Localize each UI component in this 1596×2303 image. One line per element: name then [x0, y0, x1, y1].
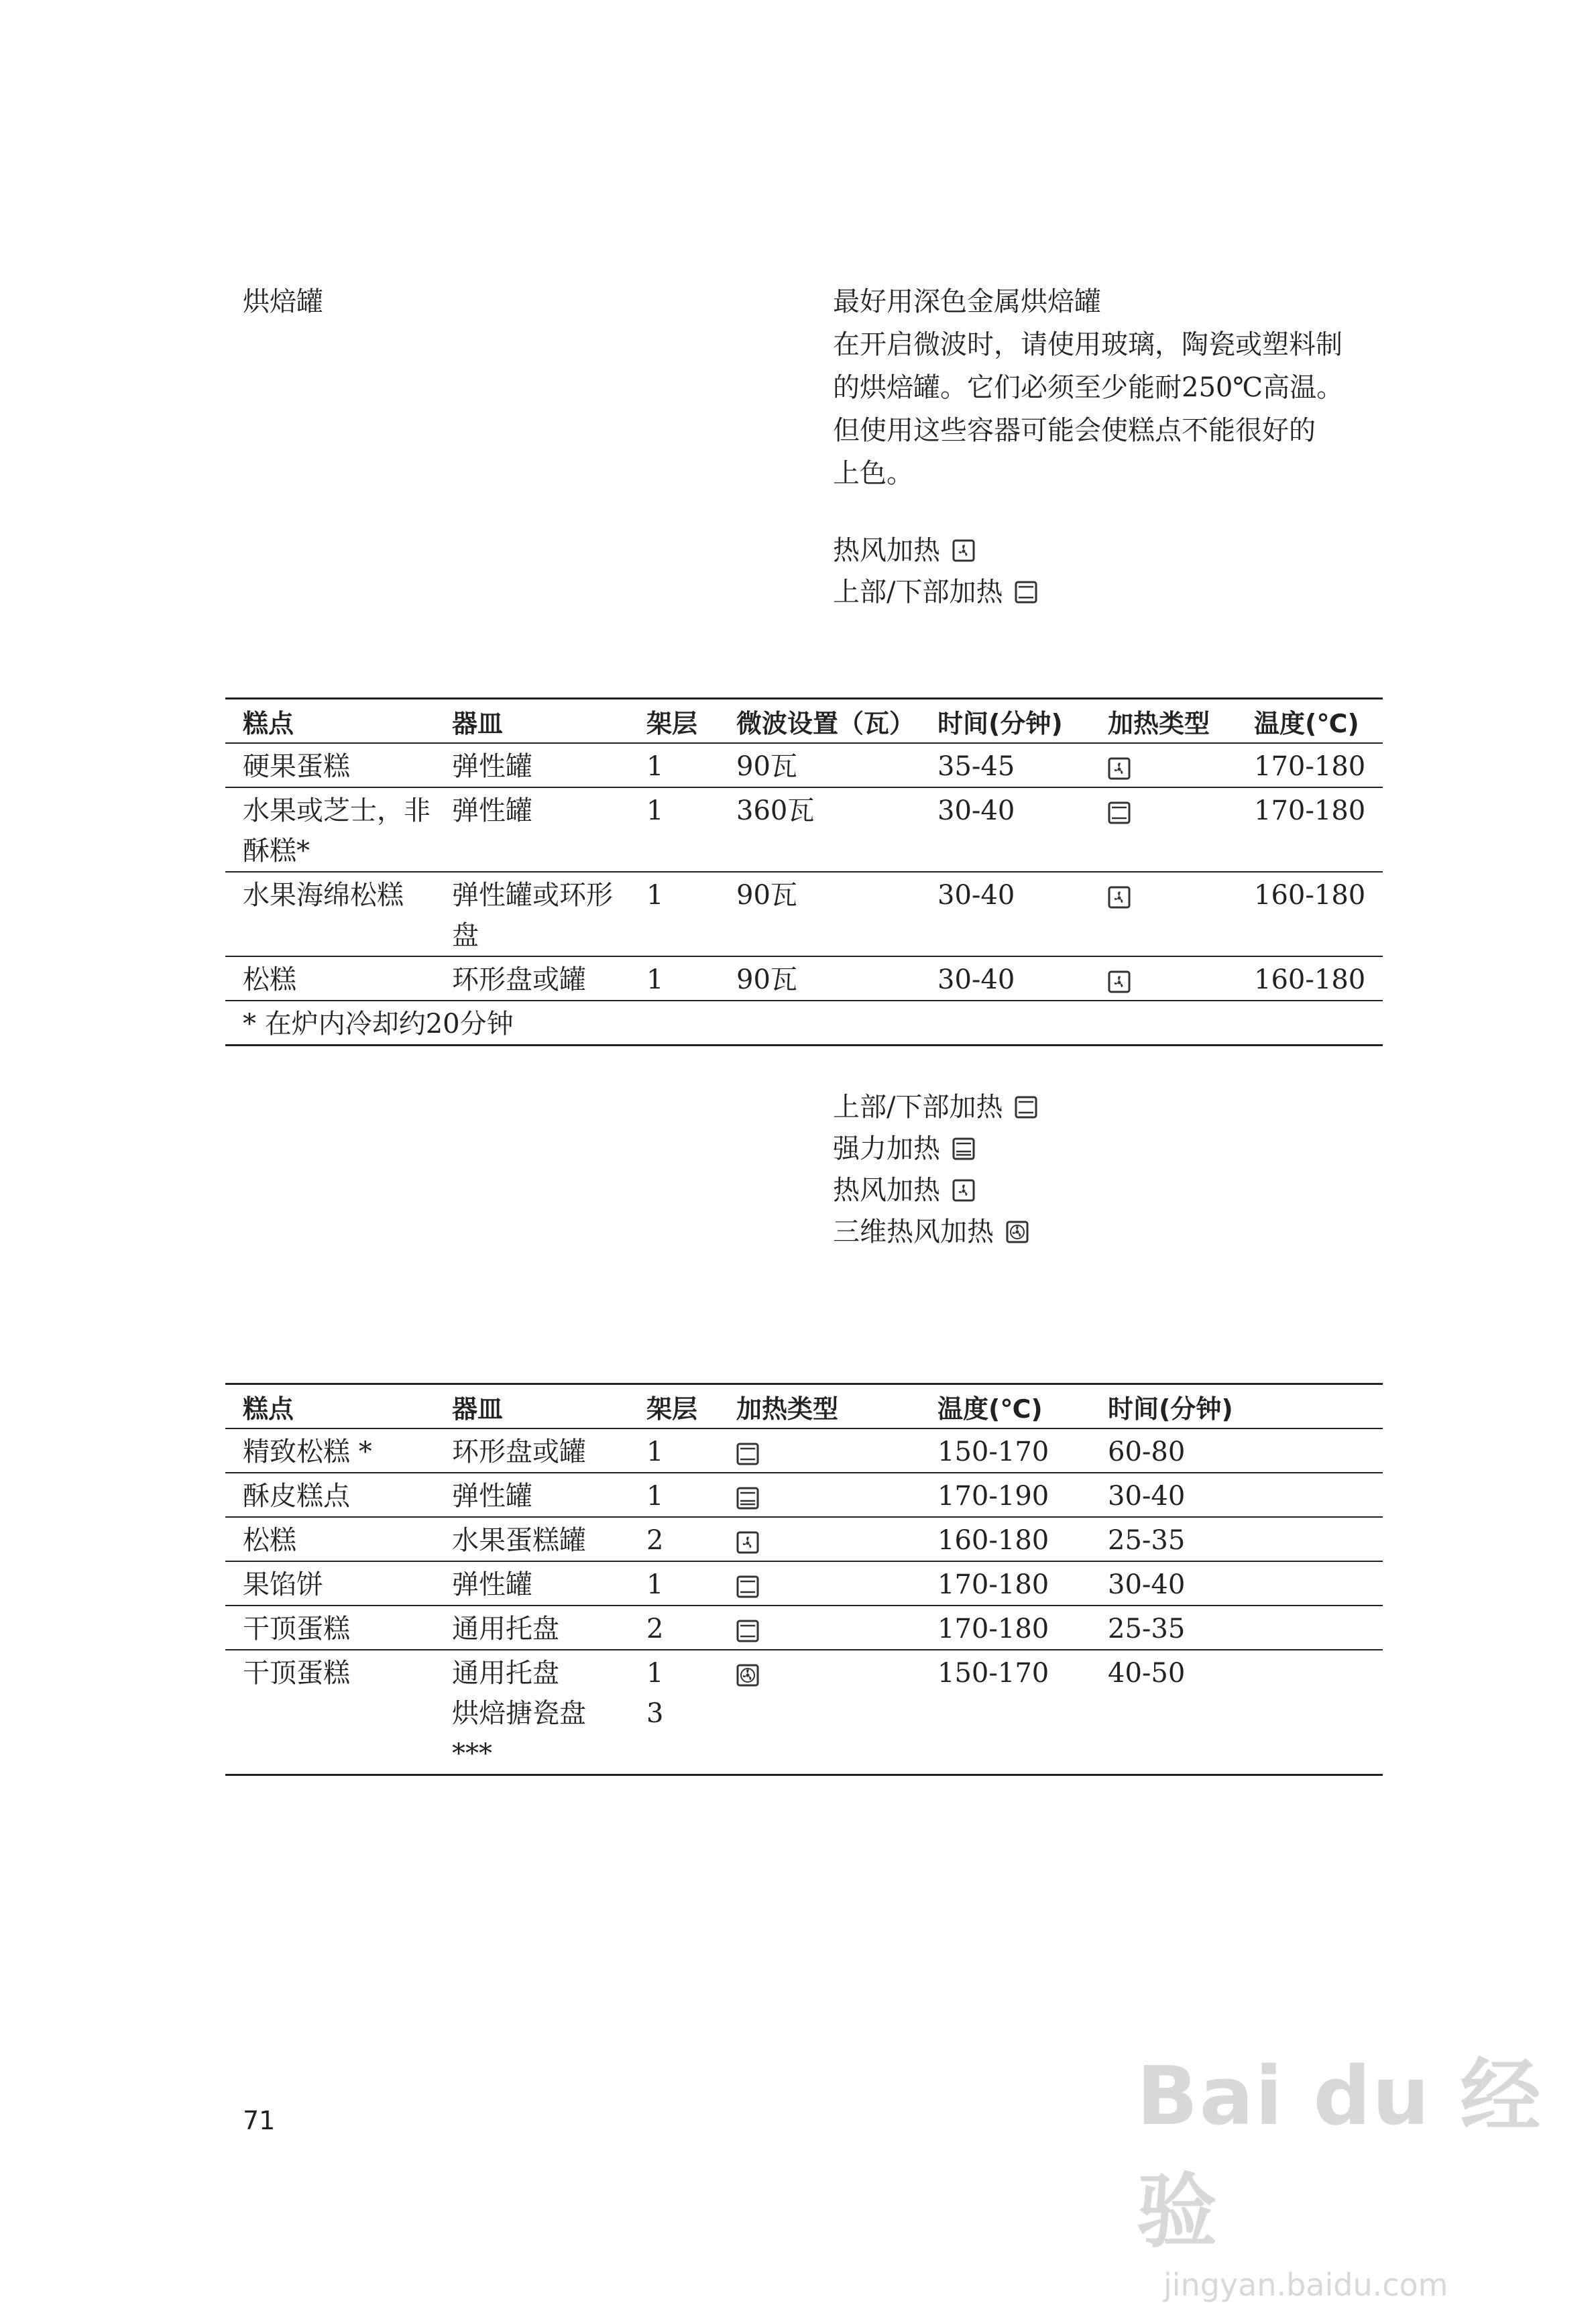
time-cell: 30-40 — [920, 872, 1090, 956]
time-cell: 30-40 — [1090, 1473, 1383, 1517]
level-cell: 1 — [629, 1473, 719, 1517]
header-cell: 微波设置（瓦） — [719, 699, 920, 744]
header-cell: 温度(℃) — [1237, 699, 1383, 744]
top-bottom-heat-icon — [736, 1620, 759, 1642]
legend-item — [833, 1211, 1037, 1253]
table-row — [225, 1473, 1383, 1517]
header-cell: 时间(分钟) — [920, 699, 1090, 744]
dish-cell: 弹性罐 — [435, 787, 629, 872]
level-line: 3 — [646, 1698, 664, 1729]
level-cell — [629, 1650, 719, 1775]
table-row — [225, 743, 1383, 787]
dish-cell — [435, 1650, 629, 1775]
level-cell: 2 — [629, 1517, 719, 1561]
level-line: 1 — [646, 1658, 664, 1689]
baking-table-microwave — [225, 697, 1383, 1046]
level-cell: 1 — [629, 1428, 719, 1473]
temp-cell: 170-190 — [920, 1473, 1090, 1517]
level-cell: 1 — [629, 1561, 719, 1606]
cake-cell: 果馅饼 — [225, 1561, 435, 1606]
header-cell: 架层 — [629, 699, 719, 744]
heat-cell — [719, 1517, 920, 1561]
header-cell: 架层 — [629, 1384, 719, 1429]
table-header-row — [225, 699, 1383, 744]
intensive-heat-icon — [736, 1487, 759, 1510]
dish-cell: 弹性罐 — [435, 1561, 629, 1606]
baking-table-conventional — [225, 1383, 1383, 1776]
level-cell: 1 — [629, 787, 719, 872]
legend-label: 热风加热 — [833, 535, 940, 566]
temp-cell: 170-180 — [1237, 743, 1383, 787]
cake-cell: 干顶蛋糕 — [225, 1606, 435, 1650]
section-label: 烘焙罐 — [243, 286, 323, 317]
desc-line: 在开启微波时，请使用玻璃，陶瓷或塑料制 — [833, 329, 1343, 360]
microwave-cell: 90瓦 — [719, 872, 920, 956]
dish-line: 烘焙搪瓷盘 *** — [452, 1698, 586, 1769]
legend-item — [833, 1170, 1037, 1211]
temp-cell: 150-170 — [920, 1650, 1090, 1775]
legend-label: 热风加热 — [833, 1175, 940, 1206]
header-cell: 糕点 — [225, 1384, 435, 1429]
dish-cell: 水果蛋糕罐 — [435, 1517, 629, 1561]
level-cell: 1 — [629, 872, 719, 956]
table-header-row — [225, 1384, 1383, 1429]
level-cell: 1 — [629, 956, 719, 1001]
heat-cell — [1090, 956, 1237, 1001]
top-bottom-heat-icon — [1015, 581, 1037, 604]
time-cell: 30-40 — [1090, 1561, 1383, 1606]
microwave-cell: 90瓦 — [719, 956, 920, 1001]
temp-cell: 160-180 — [1237, 956, 1383, 1001]
watermark-brand: Bai du 经验 — [1137, 2050, 1542, 2259]
temp-cell: 160-180 — [920, 1517, 1090, 1561]
cake-cell: 干顶蛋糕 — [225, 1650, 435, 1775]
heat-cell — [1090, 743, 1237, 787]
hot-air-icon — [736, 1531, 759, 1554]
hot-air-icon — [952, 539, 975, 562]
hot-air-icon — [1108, 886, 1131, 909]
time-cell: 60-80 — [1090, 1428, 1383, 1473]
time-cell: 30-40 — [920, 956, 1090, 1001]
cake-cell: 精致松糕 * — [225, 1428, 435, 1473]
top-bottom-heat-icon — [1108, 801, 1131, 824]
table-row — [225, 1606, 1383, 1650]
legend-item — [833, 1086, 1037, 1128]
time-cell: 40-50 — [1090, 1650, 1383, 1775]
dish-cell: 弹性罐 — [435, 1473, 629, 1517]
header-cell: 加热类型 — [1090, 699, 1237, 744]
legend-label: 上部/下部加热 — [833, 577, 1003, 608]
table-row — [225, 1561, 1383, 1606]
page-number: 71 — [243, 2106, 276, 2135]
time-cell: 25-35 — [1090, 1517, 1383, 1561]
time-cell: 30-40 — [920, 787, 1090, 872]
legend-item — [833, 1128, 1037, 1170]
temp-cell: 170-180 — [920, 1561, 1090, 1606]
level-cell: 1 — [629, 743, 719, 787]
table-row — [225, 872, 1383, 956]
3d-hot-air-icon — [1006, 1221, 1029, 1243]
header-cell: 时间(分钟) — [1090, 1384, 1383, 1429]
legend-item — [833, 571, 1037, 613]
hot-air-icon — [1108, 757, 1131, 780]
heat-cell — [719, 1606, 920, 1650]
cake-cell: 松糕 — [225, 1517, 435, 1561]
top-bottom-heat-icon — [1015, 1096, 1037, 1119]
temp-cell: 160-180 — [1237, 872, 1383, 956]
table-row — [225, 1517, 1383, 1561]
watermark-url: jingyan.baidu.com — [1163, 2267, 1448, 2303]
temp-cell: 150-170 — [920, 1428, 1090, 1473]
section-description — [833, 280, 1450, 495]
cake-cell: 松糕 — [225, 956, 435, 1001]
header-cell: 加热类型 — [719, 1384, 920, 1429]
legend-item — [833, 530, 1037, 571]
table-row — [225, 787, 1383, 872]
heat-cell — [719, 1650, 920, 1775]
cake-cell: 酥皮糕点 — [225, 1473, 435, 1517]
desc-line: 上色。 — [833, 458, 913, 489]
dish-line: 通用托盘 — [452, 1658, 559, 1689]
cake-cell: 硬果蛋糕 — [225, 743, 435, 787]
dish-cell: 弹性罐 — [435, 743, 629, 787]
time-cell: 25-35 — [1090, 1606, 1383, 1650]
legend-label: 三维热风加热 — [833, 1217, 994, 1247]
table-row — [225, 956, 1383, 1001]
legend-1 — [833, 530, 1037, 613]
legend-2 — [833, 1086, 1037, 1253]
top-bottom-heat-icon — [736, 1443, 759, 1465]
heat-cell — [719, 1428, 920, 1473]
header-cell: 器皿 — [435, 699, 629, 744]
desc-line: 最好用深色金属烘焙罐 — [833, 286, 1101, 317]
hot-air-icon — [1108, 970, 1131, 993]
desc-line: 的烘焙罐。它们必须至少能耐250℃高温。 — [833, 372, 1344, 403]
top-bottom-heat-icon — [736, 1575, 759, 1598]
desc-line: 但使用这些容器可能会使糕点不能很好的 — [833, 415, 1316, 446]
table-row — [225, 1428, 1383, 1473]
3d-hot-air-icon — [736, 1664, 759, 1687]
footnote: * 在炉内冷却约20分钟 — [225, 1001, 1383, 1046]
heat-cell — [1090, 787, 1237, 872]
heat-cell — [1090, 872, 1237, 956]
header-cell: 温度(℃) — [920, 1384, 1090, 1429]
dish-cell: 环形盘或罐 — [435, 1428, 629, 1473]
heat-cell — [719, 1561, 920, 1606]
hot-air-icon — [952, 1179, 975, 1202]
cake-cell: 水果海绵松糕 — [225, 872, 435, 956]
heat-cell — [719, 1473, 920, 1517]
microwave-cell: 90瓦 — [719, 743, 920, 787]
cake-cell: 水果或芝士，非酥糕* — [225, 787, 435, 872]
dish-cell: 弹性罐或环形盘 — [435, 872, 629, 956]
intensive-heat-icon — [952, 1137, 975, 1160]
watermark — [1137, 2032, 1596, 2303]
level-cell: 2 — [629, 1606, 719, 1650]
header-cell: 器皿 — [435, 1384, 629, 1429]
temp-cell: 170-180 — [920, 1606, 1090, 1650]
table-footnote-row — [225, 1001, 1383, 1046]
temp-cell: 170-180 — [1237, 787, 1383, 872]
legend-label: 强力加热 — [833, 1133, 940, 1164]
legend-label: 上部/下部加热 — [833, 1092, 1003, 1123]
time-cell: 35-45 — [920, 743, 1090, 787]
dish-cell: 通用托盘 — [435, 1606, 629, 1650]
table-row — [225, 1650, 1383, 1775]
dish-cell: 环形盘或罐 — [435, 956, 629, 1001]
header-cell: 糕点 — [225, 699, 435, 744]
microwave-cell: 360瓦 — [719, 787, 920, 872]
